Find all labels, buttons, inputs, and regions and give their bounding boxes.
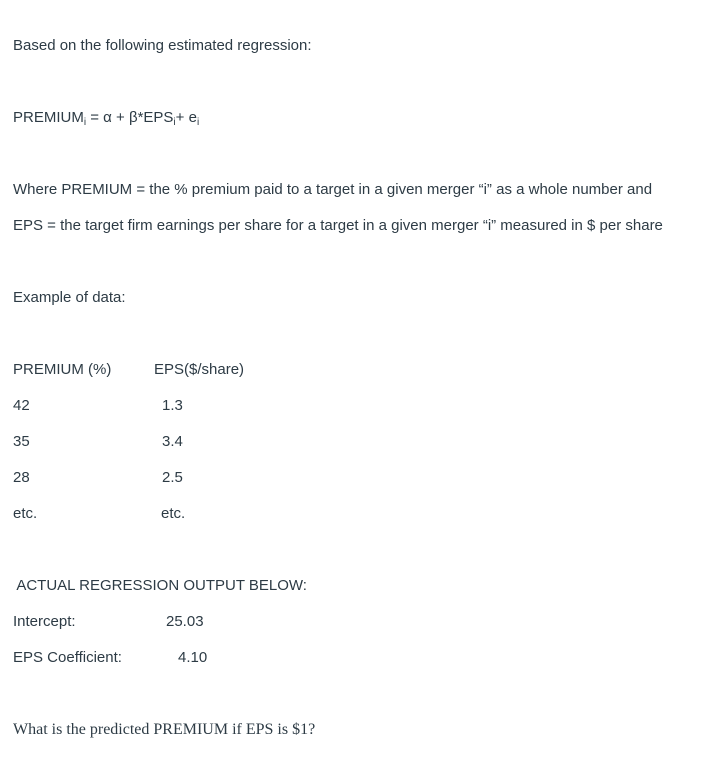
regression-output-heading: ACTUAL REGRESSION OUTPUT BELOW:: [13, 577, 307, 594]
equation-subscript-i-eps: i: [173, 117, 176, 128]
table-cell-premium: 28: [13, 469, 30, 486]
regression-equation: [13, 108, 199, 128]
eps-definition: EPS = the target firm earnings per share for a target in a given merger “i” measured in $ per share: [13, 217, 663, 234]
table-cell-eps: 1.3: [162, 397, 183, 414]
eps-coefficient-value: 4.10: [178, 649, 208, 666]
equation-subscript-i: i: [83, 117, 87, 128]
intercept-label: Intercept:: [13, 613, 76, 630]
equation-error-term: + e: [175, 109, 197, 126]
equation-premium: PREMIUM: [13, 109, 84, 126]
intercept-value: 25.03: [166, 613, 204, 630]
premium-definition: Where PREMIUM = the % premium paid to a target in a given merger “i” as a whole number and: [13, 181, 653, 198]
eps-coefficient-label: EPS Coefficient:: [13, 649, 122, 666]
intro-text: Based on the following estimated regression:: [13, 37, 312, 54]
equation-middle: = α + β*EPS: [86, 109, 174, 126]
table-header-eps: EPS($/share): [154, 361, 245, 378]
table-cell-premium: 42: [13, 397, 30, 414]
example-label: Example of data:: [13, 289, 126, 306]
table-cell-premium: 35: [13, 433, 30, 450]
question-text: What is the predicted PREMIUM if EPS is $1?: [13, 721, 316, 738]
table-cell-premium: etc.: [13, 505, 38, 522]
table-header-premium: PREMIUM (%): [13, 361, 112, 378]
equation-subscript-i-error: i: [196, 117, 200, 128]
table-cell-eps: etc.: [161, 505, 186, 522]
table-cell-eps: 3.4: [162, 433, 183, 450]
table-cell-eps: 2.5: [162, 469, 183, 486]
